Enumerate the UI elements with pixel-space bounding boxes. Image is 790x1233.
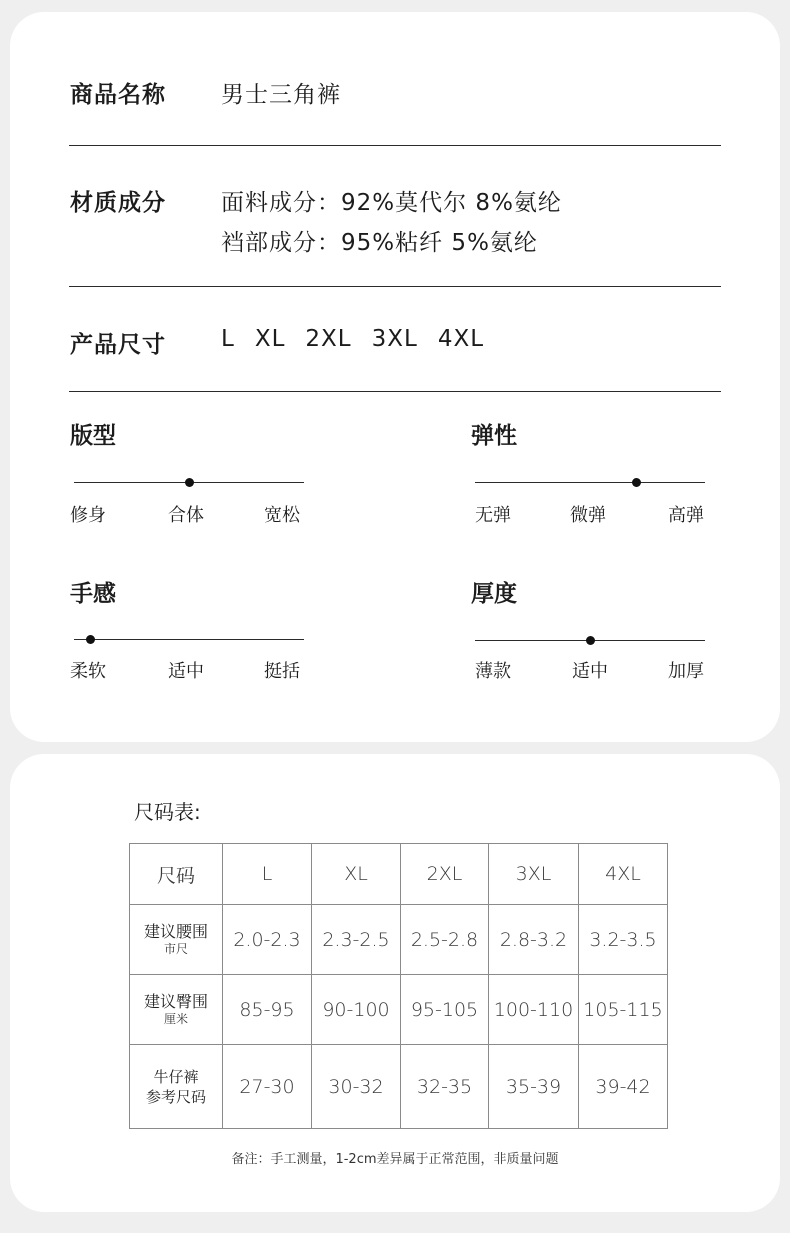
table-cell: 2.3-2.5 [312,905,401,975]
table-row [130,905,668,975]
gauge-label-low: 无弹 [475,505,511,526]
table-cell: 27-30 [223,1045,312,1129]
material-label: 材质成分 [70,190,166,216]
gauge-label-low: 修身 [70,505,106,526]
gauge-label-mid: 适中 [572,661,608,682]
gauge-title: 弹性 [471,423,517,449]
gauge-indicator [185,478,194,487]
gauge-track [74,639,304,640]
gauge-title: 手感 [70,581,116,607]
table-cell: 2.0-2.3 [223,905,312,975]
table-header-row [130,844,668,905]
table-cell: 32-35 [401,1045,489,1129]
row-label: 建议腰围 [143,922,208,941]
gauge-indicator [86,635,95,644]
table-cell: 30-32 [312,1045,401,1129]
header-cell: L [223,844,312,905]
thickness-gauge [471,575,706,685]
gauge-label-high: 高弹 [668,505,704,526]
table-cell: 85-95 [223,975,312,1045]
table-cell: 2.8-3.2 [489,905,579,975]
row-label: 牛仔裤 [153,1067,199,1086]
material-crotch: 裆部成分：95%粘纤 5%氨纶 [221,230,538,256]
table-cell: 39-42 [579,1045,668,1129]
gauge-indicator [632,478,641,487]
sizes-list [221,326,504,352]
gauge-title: 版型 [70,423,116,449]
fit-gauge [70,417,305,527]
gauge-label-low: 薄款 [475,661,511,682]
row-label-cell [130,905,223,975]
hand-feel-gauge [70,575,305,685]
gauge-label-mid: 合体 [168,505,204,526]
product-name-label: 商品名称 [70,82,166,108]
table-cell: 35-39 [489,1045,579,1129]
gauge-label-low: 柔软 [70,661,106,682]
gauge-label-high: 挺括 [264,661,300,682]
size-value: L [221,326,235,352]
table-cell: 95-105 [401,975,489,1045]
gauge-track [475,482,705,483]
row-unit: 厘米 [163,1012,188,1026]
row-label: 建议臀围 [143,992,208,1011]
table-cell: 2.5-2.8 [401,905,489,975]
row-label-cell [130,1045,223,1129]
table-row [130,975,668,1045]
header-cell: 4XL [579,844,668,905]
table-row [130,1045,668,1129]
gauge-label-mid: 微弹 [570,505,606,526]
gauge-label-mid: 适中 [168,661,204,682]
header-cell: 尺码 [130,844,223,905]
table-cell: 100-110 [489,975,579,1045]
product-name-value: 男士三角裤 [221,82,341,108]
size-chart-title: 尺码表: [134,800,201,824]
gauge-indicator [586,636,595,645]
divider [69,145,721,146]
gauge-label-high: 加厚 [668,661,704,682]
product-info-card [10,12,780,742]
row-unit: 参考尺码 [145,1087,206,1106]
table-cell: 105-115 [579,975,668,1045]
header-cell: XL [312,844,401,905]
gauge-title: 厚度 [471,581,517,607]
elasticity-gauge [471,417,706,527]
size-chart-card [10,754,780,1212]
gauge-label-high: 宽松 [264,505,300,526]
size-value: 2XL [305,326,352,352]
divider [69,391,721,392]
header-cell: 3XL [489,844,579,905]
sizes-label: 产品尺寸 [70,332,166,358]
size-value: 4XL [437,326,485,352]
table-cell: 90-100 [312,975,401,1045]
material-fabric: 面料成分：92%莫代尔 8%氨纶 [221,190,562,216]
divider [69,286,721,287]
row-label-cell [130,975,223,1045]
size-value: 3XL [371,326,418,352]
measurement-note: 备注：手工测量，1-2cm差异属于正常范围，非质量问题 [231,1152,559,1167]
table-cell: 3.2-3.5 [579,905,668,975]
size-value: XL [254,326,286,352]
header-cell: 2XL [401,844,489,905]
size-table [129,843,668,1129]
row-unit: 市尺 [163,942,188,956]
